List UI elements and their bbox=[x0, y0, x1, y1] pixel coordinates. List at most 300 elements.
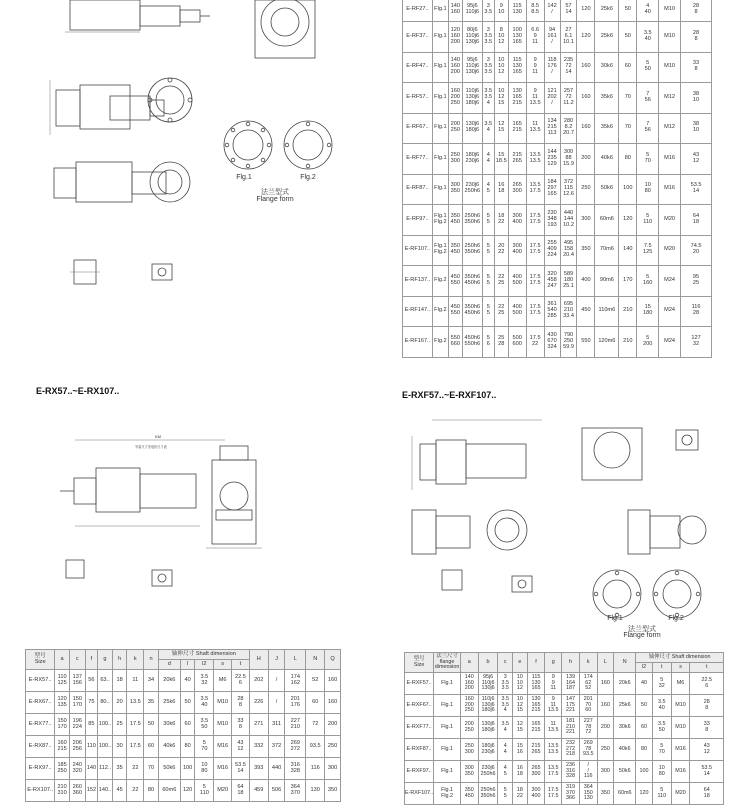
value-cell: 160 bbox=[597, 673, 614, 695]
value-cell: 235 72 14 bbox=[560, 52, 577, 83]
rxf-title: E-RXF57..~E-RXF107.. bbox=[402, 390, 497, 400]
value-cell: 18 22 bbox=[494, 205, 508, 236]
value-cell: M10 bbox=[671, 717, 690, 739]
value-cell: 95 25 bbox=[681, 266, 712, 297]
column-header: d bbox=[158, 660, 180, 670]
column-header: e bbox=[513, 653, 528, 673]
value-cell: 4 5 bbox=[498, 761, 513, 783]
value-cell: 5 6 bbox=[482, 327, 494, 358]
value-cell: 15 180 bbox=[637, 296, 659, 327]
value-cell: 30k6 bbox=[595, 52, 619, 83]
value-cell: 3.5 50 bbox=[652, 717, 671, 739]
table-row bbox=[403, 22, 712, 53]
value-cell: 110 bbox=[85, 736, 98, 758]
value-cell: 64 18 bbox=[232, 780, 250, 802]
value-cell: M10 bbox=[214, 692, 232, 714]
value-cell: 5 70 bbox=[652, 739, 671, 761]
value-cell: 50 bbox=[144, 714, 159, 736]
model-cell: E-RF57.. bbox=[403, 83, 433, 114]
value-cell: 160 200 250 bbox=[460, 695, 478, 717]
value-cell: 200 250 bbox=[448, 113, 462, 144]
fig-cell: Flg.1 bbox=[432, 0, 448, 22]
value-cell: 5 200 bbox=[637, 327, 659, 358]
value-cell: 100 bbox=[636, 761, 653, 783]
value-cell: 3 3.5 3.5 bbox=[482, 52, 494, 83]
header-row bbox=[405, 653, 724, 663]
model-cell: E-RXF107.. bbox=[405, 783, 434, 805]
value-cell: 22.5 6 bbox=[232, 670, 250, 692]
value-cell: 130j6 180j6 bbox=[462, 113, 482, 144]
value-cell: 20k6 bbox=[614, 673, 636, 695]
value-cell: M20 bbox=[214, 780, 232, 802]
value-cell: 53.5 14 bbox=[681, 174, 712, 205]
value-cell: 120 bbox=[180, 780, 195, 802]
value-cell: 11 bbox=[127, 670, 144, 692]
value-cell: 40k6 bbox=[614, 739, 636, 761]
value-cell: 50 bbox=[619, 22, 637, 53]
table-row bbox=[26, 736, 341, 758]
value-cell: 13.5 17.5 bbox=[545, 761, 562, 783]
value-cell: 210 bbox=[619, 327, 637, 358]
table-row bbox=[26, 692, 341, 714]
value-cell: 94 161 / bbox=[544, 22, 560, 53]
column-header: f bbox=[527, 653, 545, 673]
column-header: h bbox=[112, 650, 127, 670]
value-cell: 320 458 247 bbox=[544, 266, 560, 297]
value-cell: 3.5 32 bbox=[195, 670, 214, 692]
model-cell: E-RF87.. bbox=[403, 174, 433, 205]
value-cell: 3.5 40 bbox=[652, 695, 671, 717]
value-cell: 130 165 215 bbox=[508, 83, 526, 114]
value-cell: 22 bbox=[127, 780, 144, 802]
rf-drawings bbox=[40, 0, 370, 215]
value-cell: 450h6 550h6 bbox=[462, 327, 482, 358]
value-cell: 90m6 bbox=[595, 266, 619, 297]
model-cell: E-RF137.. bbox=[403, 266, 433, 297]
value-cell: 115 130 165 bbox=[508, 52, 526, 83]
value-cell: 5 70 bbox=[637, 144, 659, 175]
size-header: 型号 Size bbox=[405, 653, 434, 673]
table-row bbox=[403, 52, 712, 83]
value-cell: 35 bbox=[112, 758, 127, 780]
rf-keyway-details bbox=[60, 250, 200, 300]
value-cell: 80 bbox=[144, 780, 159, 802]
value-cell: 40 bbox=[636, 673, 653, 695]
table-row bbox=[26, 758, 341, 780]
column-header: b bbox=[478, 653, 498, 673]
value-cell: 165 215 bbox=[508, 113, 526, 144]
value-cell: 137 156 bbox=[69, 670, 85, 692]
value-cell: 112.. bbox=[98, 758, 113, 780]
value-cell: 10 80 bbox=[195, 758, 214, 780]
column-header: a bbox=[55, 650, 70, 670]
rxf-flange-cn: 法兰型式 bbox=[628, 626, 656, 633]
value-cell: 33 8 bbox=[690, 717, 724, 739]
column-header: H bbox=[249, 650, 268, 670]
value-cell: 60m6 bbox=[158, 780, 180, 802]
value-cell: 255 409 224 bbox=[544, 235, 560, 266]
value-cell: 364 370 bbox=[285, 780, 306, 802]
value-cell: 300 bbox=[597, 761, 614, 783]
value-cell: 250 bbox=[325, 736, 341, 758]
value-cell: 450 550 bbox=[448, 296, 462, 327]
value-cell: 38 10 bbox=[681, 83, 712, 114]
shaft-header: 轴伸尺寸 Shaft dimension bbox=[636, 653, 724, 663]
table-row bbox=[403, 0, 712, 22]
value-cell: 230 348 193 bbox=[544, 205, 560, 236]
column-header: l2 bbox=[636, 663, 653, 673]
value-cell: 115 130 165 bbox=[527, 673, 545, 695]
value-cell: 25k6 bbox=[158, 692, 180, 714]
model-cell: E-RF27.. bbox=[403, 0, 433, 22]
value-cell: 110 125 bbox=[55, 670, 70, 692]
column-header: h bbox=[562, 653, 580, 673]
value-cell: 230j6 250h6 bbox=[478, 761, 498, 783]
value-cell: 100 bbox=[619, 174, 637, 205]
value-cell: 550 660 bbox=[448, 327, 462, 358]
value-cell: 7 56 bbox=[637, 83, 659, 114]
value-cell: 18 bbox=[112, 670, 127, 692]
value-cell: 7.5 125 bbox=[637, 235, 659, 266]
value-cell: 5 110 bbox=[637, 205, 659, 236]
rxf-drawings bbox=[402, 400, 722, 640]
value-cell: 17.5 17.5 bbox=[526, 235, 544, 266]
value-cell: 10 12 15 bbox=[494, 83, 508, 114]
value-cell: 13.5 17.5 bbox=[526, 174, 544, 205]
value-cell: M10 bbox=[671, 695, 690, 717]
value-cell: 300 350 bbox=[460, 761, 478, 783]
value-cell: 400 bbox=[577, 266, 595, 297]
value-cell: 57 14 bbox=[560, 0, 577, 22]
value-cell: 227 78 72 bbox=[579, 717, 597, 739]
value-cell: 250 bbox=[597, 739, 614, 761]
value-cell: 95j6 110j6 130j6 bbox=[462, 52, 482, 83]
rf-flange-cn: 法兰型式 bbox=[261, 189, 289, 196]
value-cell: 227 210 bbox=[285, 714, 306, 736]
value-cell: 13.5 13.5 bbox=[526, 144, 544, 175]
value-cell: 142 / bbox=[544, 0, 560, 22]
value-cell: 440 bbox=[268, 758, 285, 780]
value-cell: 16 18 bbox=[513, 761, 528, 783]
column-header: Q bbox=[325, 650, 341, 670]
value-cell: 50k6 bbox=[158, 758, 180, 780]
model-cell: E-RX57.. bbox=[26, 670, 55, 692]
value-cell: 25k6 bbox=[595, 22, 619, 53]
value-cell: 250 bbox=[577, 174, 595, 205]
value-cell: 200 bbox=[597, 717, 614, 739]
value-cell: 790 250 59.9 bbox=[560, 327, 577, 358]
value-cell: 350 bbox=[325, 780, 341, 802]
value-cell: 350 bbox=[597, 783, 614, 805]
value-cell: 206 256 bbox=[69, 736, 85, 758]
column-header: l bbox=[180, 660, 195, 670]
column-header: k bbox=[579, 653, 597, 673]
value-cell: M24 bbox=[659, 327, 681, 358]
value-cell: 45 bbox=[112, 780, 127, 802]
table-row bbox=[403, 296, 712, 327]
table-row bbox=[405, 673, 724, 695]
value-cell: 201 176 bbox=[285, 692, 306, 714]
value-cell: 120m6 bbox=[595, 327, 619, 358]
rxf-spec-table bbox=[404, 652, 724, 805]
column-header: L bbox=[597, 653, 614, 673]
value-cell: 361 540 285 bbox=[544, 296, 560, 327]
value-cell: 372 115 12.6 bbox=[560, 174, 577, 205]
rxf-fig2-label: Flg.2 bbox=[668, 615, 684, 622]
value-cell: 9 11 13.5 bbox=[526, 83, 544, 114]
value-cell: 17.5 17.5 bbox=[526, 205, 544, 236]
value-cell: 20k6 bbox=[158, 670, 180, 692]
value-cell: 116 28 bbox=[681, 296, 712, 327]
value-cell: 17.5 bbox=[127, 736, 144, 758]
column-header: t bbox=[652, 663, 671, 673]
value-cell: 250h6 350h6 bbox=[478, 783, 498, 805]
value-cell: M24 bbox=[659, 266, 681, 297]
value-cell: 230j6 250h6 bbox=[462, 174, 482, 205]
value-cell: 64 18 bbox=[690, 783, 724, 805]
fig-cell: Flg.1 bbox=[432, 113, 448, 144]
value-cell: 35 bbox=[144, 692, 159, 714]
value-cell: 152 bbox=[85, 780, 98, 802]
value-cell: 5 5 bbox=[482, 266, 494, 297]
value-cell: M10 bbox=[659, 0, 681, 22]
model-cell: E-RF37.. bbox=[403, 22, 433, 53]
value-cell: 215 265 bbox=[508, 144, 526, 175]
value-cell: 160 bbox=[597, 695, 614, 717]
column-header: n bbox=[144, 650, 159, 670]
value-cell: 52 bbox=[306, 670, 325, 692]
column-header: g bbox=[545, 653, 562, 673]
value-cell: 140 bbox=[85, 758, 98, 780]
model-cell: E-RX87.. bbox=[26, 736, 55, 758]
value-cell: 372 bbox=[268, 736, 285, 758]
value-cell: 160 bbox=[577, 52, 595, 83]
value-cell: 150 170 bbox=[55, 714, 70, 736]
value-cell: 250 300 bbox=[460, 739, 478, 761]
value-cell: 38 10 bbox=[681, 113, 712, 144]
column-header: t bbox=[690, 663, 724, 673]
value-cell: 210 310 bbox=[55, 780, 70, 802]
value-cell: 85 bbox=[85, 714, 98, 736]
value-cell: 140 160 200 bbox=[460, 673, 478, 695]
table-row bbox=[405, 783, 724, 805]
value-cell: M16 bbox=[671, 761, 690, 783]
value-cell: 134 215 113 bbox=[544, 113, 560, 144]
model-cell: E-RF147.. bbox=[403, 296, 433, 327]
fig-cell: Flg.1 Flg.2 bbox=[432, 235, 448, 266]
value-cell: 120 160 200 bbox=[448, 22, 462, 53]
fig-cell: Flg.1 bbox=[434, 695, 461, 717]
value-cell: 18 22 bbox=[513, 783, 528, 805]
value-cell: 150 170 bbox=[69, 692, 85, 714]
value-cell: 60 bbox=[144, 736, 159, 758]
value-cell: 3.5 3.5 4 bbox=[498, 695, 513, 717]
value-cell: 400 500 bbox=[508, 266, 526, 297]
value-cell: 10 10 12 bbox=[513, 673, 528, 695]
table-row bbox=[403, 113, 712, 144]
fig-cell: Flg.1 bbox=[432, 174, 448, 205]
value-cell: 100.. bbox=[98, 736, 113, 758]
value-cell: 140.. bbox=[98, 780, 113, 802]
value-cell: 100 bbox=[180, 758, 195, 780]
value-cell: 3.5 50 bbox=[195, 714, 214, 736]
value-cell: 60m6 bbox=[595, 205, 619, 236]
value-cell: 180j6 230j6 bbox=[478, 739, 498, 761]
value-cell: M6 bbox=[214, 670, 232, 692]
svg-text:KM: KM bbox=[155, 434, 161, 439]
value-cell: 170 bbox=[619, 266, 637, 297]
value-cell: 74.5 20 bbox=[681, 235, 712, 266]
column-header: N bbox=[306, 650, 325, 670]
value-cell: 50 bbox=[180, 692, 195, 714]
value-cell: 12 15 bbox=[494, 113, 508, 144]
value-cell: M16 bbox=[659, 174, 681, 205]
value-cell: 20 22 bbox=[494, 235, 508, 266]
value-cell: 60 bbox=[636, 717, 653, 739]
value-cell: 280 8.2 20.7 bbox=[560, 113, 577, 144]
value-cell: 430 670 324 bbox=[544, 327, 560, 358]
value-cell: 300 88 15.9 bbox=[560, 144, 577, 175]
value-cell: 5 70 bbox=[195, 736, 214, 758]
column-header: l2 bbox=[195, 660, 214, 670]
value-cell: 121 202 / bbox=[544, 83, 560, 114]
value-cell: 160 200 250 bbox=[448, 83, 462, 114]
rf-flange-en: Flange form bbox=[256, 196, 294, 203]
rf-fig1-label: Flg.1 bbox=[236, 174, 252, 181]
value-cell: 4 4 bbox=[498, 739, 513, 761]
value-cell: 550 bbox=[577, 327, 595, 358]
value-cell: 180j6 230j6 bbox=[462, 144, 482, 175]
value-cell: 3.5 40 bbox=[195, 692, 214, 714]
value-cell: 5 5 bbox=[482, 296, 494, 327]
value-cell: 95j6 110j6 130j6 bbox=[478, 673, 498, 695]
column-header: s bbox=[671, 663, 690, 673]
value-cell: 28 8 bbox=[681, 0, 712, 22]
value-cell: 11 13.5 bbox=[545, 717, 562, 739]
value-cell: 3.5 40 bbox=[637, 22, 659, 53]
value-cell: 6.6 9 11 bbox=[526, 22, 544, 53]
value-cell: 300 bbox=[325, 758, 341, 780]
value-cell: 75 bbox=[85, 692, 98, 714]
value-cell: 30k6 bbox=[614, 717, 636, 739]
value-cell: 495 158 20.4 bbox=[560, 235, 577, 266]
column-header: s bbox=[214, 660, 232, 670]
model-cell: E-RX97.. bbox=[26, 758, 55, 780]
value-cell: M20 bbox=[659, 235, 681, 266]
value-cell: 33 8 bbox=[681, 52, 712, 83]
value-cell: 40k6 bbox=[595, 144, 619, 175]
value-cell: 500 600 bbox=[508, 327, 526, 358]
value-cell: M16 bbox=[659, 144, 681, 175]
value-cell: 25 bbox=[112, 714, 127, 736]
value-cell: 80j6 110j6 130j6 bbox=[462, 22, 482, 53]
value-cell: 3 3.5 3.5 bbox=[498, 673, 513, 695]
value-cell: 15 18.5 bbox=[494, 144, 508, 175]
size-header: 型号 Size bbox=[26, 650, 55, 670]
value-cell: 80 bbox=[619, 144, 637, 175]
value-cell: 300 350 bbox=[448, 174, 462, 205]
model-cell: E-RXF77.. bbox=[405, 717, 434, 739]
value-cell: 22 bbox=[127, 758, 144, 780]
value-cell: 28 8 bbox=[232, 692, 250, 714]
fig-cell: Flg.1 bbox=[432, 52, 448, 83]
value-cell: M16 bbox=[214, 758, 232, 780]
value-cell: 12 15 bbox=[513, 717, 528, 739]
table-row bbox=[403, 205, 712, 236]
value-cell: 300 400 bbox=[508, 205, 526, 236]
value-cell: 459 bbox=[249, 780, 268, 802]
value-cell: 80.. bbox=[98, 692, 113, 714]
value-cell: M12 bbox=[659, 113, 681, 144]
value-cell: 5 5 bbox=[482, 205, 494, 236]
table-row bbox=[405, 717, 724, 739]
table-row bbox=[403, 83, 712, 114]
table-row bbox=[26, 670, 341, 692]
value-cell: 174 162 bbox=[285, 670, 306, 692]
value-cell: 350 450 bbox=[448, 205, 462, 236]
value-cell: 30k6 bbox=[158, 714, 180, 736]
value-cell: 10 10 12 bbox=[494, 52, 508, 83]
rxf-fig1-label: Flg.1 bbox=[607, 615, 623, 622]
value-cell: 20 bbox=[112, 692, 127, 714]
value-cell: 201 70 60 bbox=[579, 695, 597, 717]
value-cell: 450 550 bbox=[448, 266, 462, 297]
value-cell: 40 bbox=[180, 670, 195, 692]
value-cell: 332 bbox=[249, 736, 268, 758]
value-cell: 43 12 bbox=[681, 144, 712, 175]
value-cell: 17.5 17.5 bbox=[526, 266, 544, 297]
table-row bbox=[26, 714, 341, 736]
fig-cell: Flg.2 bbox=[432, 327, 448, 358]
model-cell: E-RF167.. bbox=[403, 327, 433, 358]
value-cell: 17.5 17.5 bbox=[526, 296, 544, 327]
value-cell: 257 72 11.2 bbox=[560, 83, 577, 114]
value-cell: 232 272 218 bbox=[562, 739, 580, 761]
fig-cell: Flg.1 Flg.2 bbox=[434, 783, 461, 805]
value-cell: 130 bbox=[306, 780, 325, 802]
value-cell: 160 bbox=[325, 692, 341, 714]
value-cell: 3 3.5 bbox=[482, 0, 494, 22]
fig-cell: Flg.1 Flg.2 bbox=[432, 205, 448, 236]
value-cell: 140 160 200 bbox=[448, 52, 462, 83]
value-cell: 174 62 52 bbox=[579, 673, 597, 695]
value-cell: 160 bbox=[577, 113, 595, 144]
value-cell: 40k6 bbox=[158, 736, 180, 758]
value-cell: 210 bbox=[619, 296, 637, 327]
value-cell: 64 18 bbox=[681, 205, 712, 236]
model-cell: E-RXF87.. bbox=[405, 739, 434, 761]
value-cell: 70 bbox=[144, 758, 159, 780]
value-cell: / / 116 bbox=[579, 761, 597, 783]
model-cell: E-RXF97.. bbox=[405, 761, 434, 783]
value-cell: 120 bbox=[577, 22, 595, 53]
value-cell: 130j6 180j6 bbox=[478, 717, 498, 739]
value-cell: 236 316 328 bbox=[562, 761, 580, 783]
value-cell: 160 215 bbox=[55, 736, 70, 758]
value-cell: 269 78 93.5 bbox=[579, 739, 597, 761]
table-row bbox=[403, 144, 712, 175]
value-cell: 25k6 bbox=[614, 695, 636, 717]
value-cell: 56 bbox=[85, 670, 98, 692]
value-cell: 7 56 bbox=[637, 113, 659, 144]
value-cell: 350h6 450h6 bbox=[462, 266, 482, 297]
value-cell: 147 175 221 bbox=[562, 695, 580, 717]
value-cell: 316 328 bbox=[285, 758, 306, 780]
value-cell: 5 110 bbox=[195, 780, 214, 802]
value-cell: 13.5 13.5 bbox=[545, 739, 562, 761]
column-header: t bbox=[232, 660, 250, 670]
value-cell: 43 12 bbox=[232, 736, 250, 758]
